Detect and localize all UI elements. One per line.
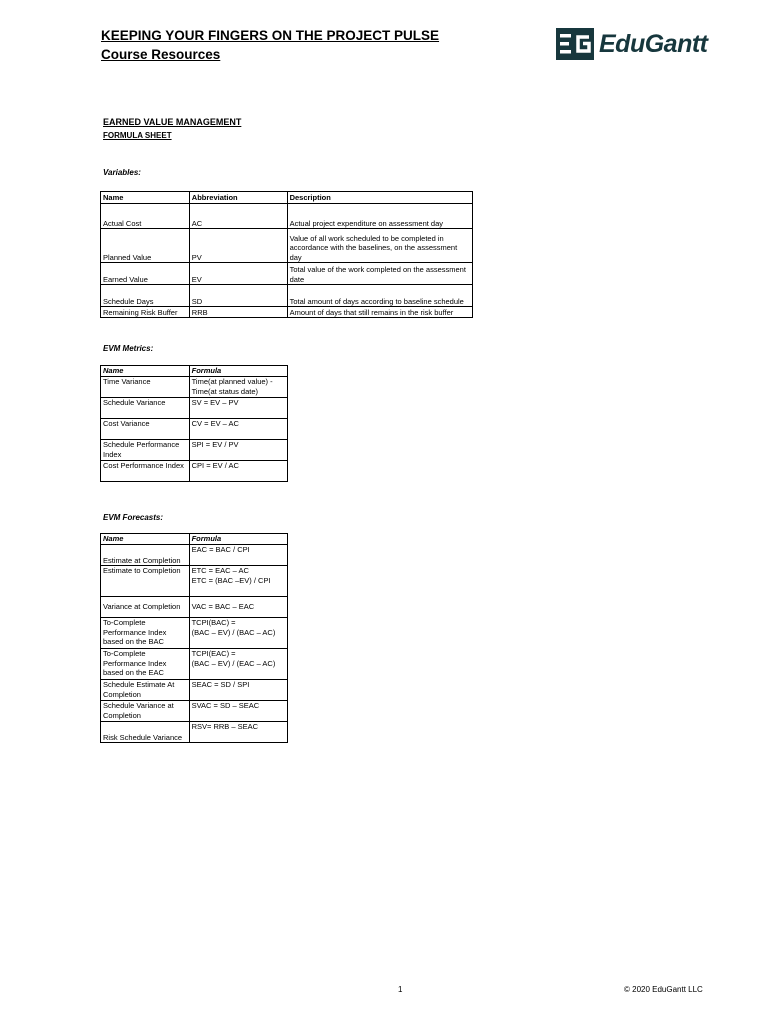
variables-table <box>100 191 473 318</box>
metric-name: Schedule Performance Index <box>101 440 190 461</box>
table-row <box>101 307 473 318</box>
metric-name: Time Variance <box>101 377 190 398</box>
variable-abbreviation: EV <box>189 263 287 285</box>
table-row <box>101 419 288 440</box>
variable-name: Actual Cost <box>101 204 190 229</box>
section-subtitle: FORMULA SHEET <box>103 131 172 140</box>
table-row <box>101 649 288 680</box>
variable-description: Total value of the work completed on the assessment date <box>287 263 472 285</box>
table-header-row <box>101 192 473 204</box>
column-header: Name <box>101 534 190 545</box>
forecast-formula-cell <box>189 649 287 680</box>
forecast-name: Risk Schedule Variance <box>101 722 190 743</box>
table-row <box>101 285 473 307</box>
copyright-notice: © 2020 EduGantt LLC <box>624 985 703 994</box>
forecast-formula: EAC = BAC / CPI <box>189 545 287 566</box>
table-row <box>101 229 473 263</box>
forecast-formula-alt: ETC = (BAC –EV) / CPI <box>191 575 271 585</box>
table-header-row <box>101 534 288 545</box>
column-header: Abbreviation <box>189 192 287 204</box>
metric-formula: CV = EV – AC <box>189 419 287 440</box>
forecast-formula: SEAC = SD / SPI <box>189 680 287 701</box>
forecasts-table <box>100 533 288 743</box>
variable-abbreviation: SD <box>189 285 287 307</box>
forecast-formula: ETC = EAC – AC <box>191 566 249 575</box>
forecast-name: Schedule Variance at Completion <box>101 701 190 722</box>
variable-name: Remaining Risk Buffer <box>101 307 190 318</box>
column-header: Formula <box>189 534 287 545</box>
variable-abbreviation: AC <box>189 204 287 229</box>
table-row <box>101 377 288 398</box>
variable-description: Total amount of days according to baseline schedule <box>287 285 472 307</box>
table-row <box>101 398 288 419</box>
variables-label: Variables: <box>103 168 141 177</box>
table-row <box>101 597 288 618</box>
table-header-row <box>101 366 288 377</box>
document-subtitle: Course Resources <box>101 47 221 62</box>
table-row <box>101 722 288 743</box>
forecast-formula: VAC = BAC – EAC <box>189 597 287 618</box>
variable-abbreviation: PV <box>189 229 287 263</box>
variable-name: Planned Value <box>101 229 190 263</box>
forecast-formula: RSV= RRB – SEAC <box>189 722 287 743</box>
metric-formula: SV = EV – PV <box>189 398 287 419</box>
forecast-name: To-Complete Performance Index based on the EAC <box>101 649 190 680</box>
variable-name: Earned Value <box>101 263 190 285</box>
variable-description: Actual project expenditure on assessment day <box>287 204 472 229</box>
table-row <box>101 440 288 461</box>
column-header: Name <box>101 192 190 204</box>
table-row <box>101 204 473 229</box>
table-row <box>101 263 473 285</box>
metric-name: Schedule Variance <box>101 398 190 419</box>
table-row <box>101 461 288 482</box>
variable-name: Schedule Days <box>101 285 190 307</box>
table-row <box>101 566 288 597</box>
table-row <box>101 618 288 649</box>
metrics-label: EVM Metrics: <box>103 344 154 353</box>
logo-text: EduGantt <box>599 29 708 58</box>
forecast-formula-cell <box>189 566 287 597</box>
table-row <box>101 680 288 701</box>
column-header: Description <box>287 192 472 204</box>
forecast-name: Variance at Completion <box>101 597 190 618</box>
metrics-table <box>100 365 288 482</box>
forecast-name: Schedule Estimate At Completion <box>101 680 190 701</box>
forecast-formula: TCPI(EAC) = <box>191 649 236 658</box>
variable-description: Amount of days that still remains in the risk buffer <box>287 307 472 318</box>
section-title: EARNED VALUE MANAGEMENT <box>103 117 242 127</box>
forecast-name: Estimate at Completion <box>101 545 190 566</box>
metric-name: Cost Performance Index <box>101 461 190 482</box>
edugantt-logo-icon <box>556 28 594 60</box>
document-title: KEEPING YOUR FINGERS ON THE PROJECT PULSE <box>101 28 440 43</box>
forecast-formula-alt: (BAC – EV) / (BAC – AC) <box>191 627 276 637</box>
forecast-formula-alt: (BAC – EV) / (EAC – AC) <box>191 658 276 668</box>
forecasts-label: EVM Forecasts: <box>103 513 164 522</box>
page-number: 1 <box>398 985 403 994</box>
table-row <box>101 545 288 566</box>
metric-name: Cost Variance <box>101 419 190 440</box>
forecast-name: To-Complete Performance Index based on the BAC <box>101 618 190 649</box>
metric-formula: Time(at planned value) - Time(at status date) <box>189 377 287 398</box>
table-row <box>101 701 288 722</box>
variable-description: Value of all work scheduled to be completed in accordance with the baselines, on the assessment day <box>287 229 472 263</box>
forecast-formula-cell <box>189 618 287 649</box>
variable-abbreviation: RRB <box>189 307 287 318</box>
forecast-formula: TCPI(BAC) = <box>191 618 236 627</box>
metric-formula: SPI = EV / PV <box>189 440 287 461</box>
column-header: Formula <box>189 366 287 377</box>
forecast-formula: SVAC = SD – SEAC <box>189 701 287 722</box>
edugantt-logo <box>556 28 708 60</box>
metric-formula: CPI = EV / AC <box>189 461 287 482</box>
column-header: Name <box>101 366 190 377</box>
forecast-name: Estimate to Completion <box>101 566 190 597</box>
